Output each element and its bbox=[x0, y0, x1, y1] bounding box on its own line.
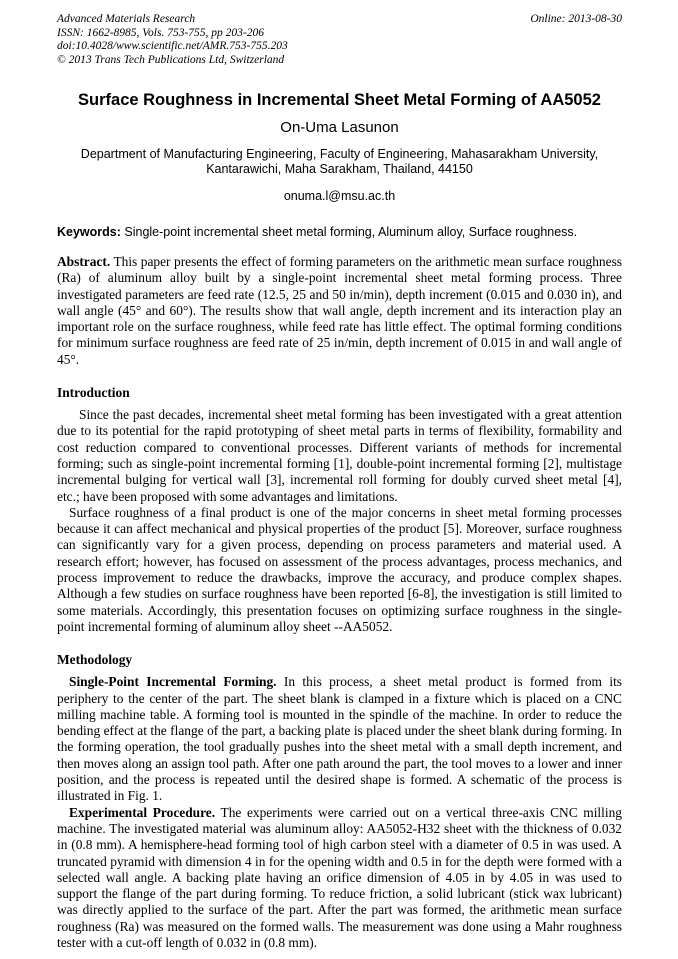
abstract-label: Abstract. bbox=[57, 254, 111, 269]
doi-line: doi:10.4028/www.scientific.net/AMR.753-755.203 bbox=[57, 40, 288, 52]
online-date: Online: 2013-08-30 bbox=[530, 13, 622, 25]
affiliation-line-2: Kantarawichi, Maha Sarakham, Thailand, 44150 bbox=[206, 162, 473, 176]
forming-runin-label: Single-Point Incremental Forming. bbox=[69, 674, 277, 690]
issn-line: ISSN: 1662-8985, Vols. 753-755, pp 203-206 bbox=[57, 26, 264, 39]
keywords-line bbox=[57, 225, 622, 240]
keywords-label: Keywords: bbox=[57, 225, 121, 239]
introduction-paragraph-2: Surface roughness of a final product is one of the major concerns in sheet metal forming processes because it can affect mechanical and physical properties of the product [5]. Moreover, surface roughness can significantly vary for a given process, depending on process parameters and material used. A research effort; however, has focused on assessment of the process advantages, process mechanics, and process improvement to reduce the drawbacks, improve the accuracy, and produce complex shapes. Although a few studies on surface roughness have been reported [6-8], the investigation is still limited to some materials. Accordingly, this presentation focuses on optimizing surface roughness in the single-point incremental forming of aluminum alloy sheet --AA5052. bbox=[57, 504, 622, 634]
copyright-line: © 2013 Trans Tech Publications Ltd, Switzerland bbox=[57, 53, 285, 66]
journal-title: Advanced Materials Research bbox=[57, 13, 196, 25]
experimental-paragraph-text: The experiments were carried out on a vertical three-axis CNC milling machine. The investigated material was aluminum alloy: AA5052-H32 sheet with the thickness of 0.032 in (0.8 mm). A hemisphere-head forming tool of high carbon steel with a diameter of 0.5 in was used. A truncated pyramid with dimension 4 in for the opening width and 0.5 in for the depth were formed with a selected wall angle. A backing plate having an orifice dimension of 4.05 in by 4.05 in was used to support the flange of the part during forming. To reduce friction, a solid lubricant (stick wax lubricant) was directly applied to the surface of the part. After the part was formed, the arithmetic mean surface roughness (Ra) was measured on the formed walls. The measurement was done using a Mahr roughness tester with a cut-off length of 0.032 in (0.8 mm). bbox=[57, 804, 622, 950]
methodology-heading: Methodology bbox=[57, 652, 133, 668]
forming-paragraph-text: In this process, a sheet metal product is formed from its periphery to the center of the part. The sheet blank is clamped in a fixture which is placed on a CNC milling machine table. A forming tool is mounted in the spindle of the machine. In order to reduce the bending effect at the flange of the part, a backing plate is placed under the sheet blank during forming. In the forming operation, the tool gradually pushes into the sheet metal with a small depth increment, and then moves along an assign tool path. After one path around the part, the tool moves to a lower and inner position, and the process is repeated until the desired shape is formed. A schematic of the process is illustrated in Fig. 1. bbox=[57, 674, 622, 804]
abstract-text: This paper presents the effect of forming parameters on the arithmetic mean surface roughness (Ra) of aluminum alloy built by a single-point incremental sheet metal forming process. Three investigated parameters are feed rate (12.5, 25 and 50 in/min), depth increment (0.015 and 0.030 in), and wall angle (45° and 60°). The results show that wall angle, depth increment and its interaction play an important role on the surface roughness, while feed rate has little effect. The optimal forming conditions for minimum surface roughness are feed rate of 25 in/min, depth increment of 0.015 in and wall angle of 45°. bbox=[57, 254, 622, 367]
affiliation bbox=[57, 147, 622, 177]
experimental-runin-label: Experimental Procedure. bbox=[69, 804, 216, 820]
methodology-paragraph-experimental bbox=[57, 805, 622, 952]
email-address: onuma.l@msu.ac.th bbox=[283, 189, 396, 203]
abstract-paragraph bbox=[57, 254, 622, 368]
methodology-paragraph-forming bbox=[57, 674, 622, 804]
author-name: On-Uma Lasunon bbox=[280, 119, 399, 136]
keywords-text: Single-point incremental sheet metal forming, Aluminum alloy, Surface roughness. bbox=[120, 225, 578, 239]
journal-header-left bbox=[57, 13, 288, 67]
introduction-paragraph-1: Since the past decades, incremental sheet metal forming has been investigated with a great attention due to its potential for the rapid prototyping of sheet metal parts in terms of flexibility, formability and cost reduction compared to conventional processes. Different variants of methods for incremental forming; such as single-point incremental forming [1], double-point incremental forming [2], multistage incremental bulging for vertical wall [3], incremental roll forming for doubly curved sheet metal [4], etc.; have been proposed with some advantages and limitations. bbox=[57, 407, 622, 504]
introduction-heading: Introduction bbox=[57, 385, 130, 401]
journal-header bbox=[57, 13, 622, 67]
paper-title: Surface Roughness in Incremental Sheet Metal Forming of AA5052 bbox=[78, 91, 601, 109]
affiliation-line-1: Department of Manufacturing Engineering, Faculty of Engineering, Mahasarakham University, bbox=[80, 147, 599, 161]
